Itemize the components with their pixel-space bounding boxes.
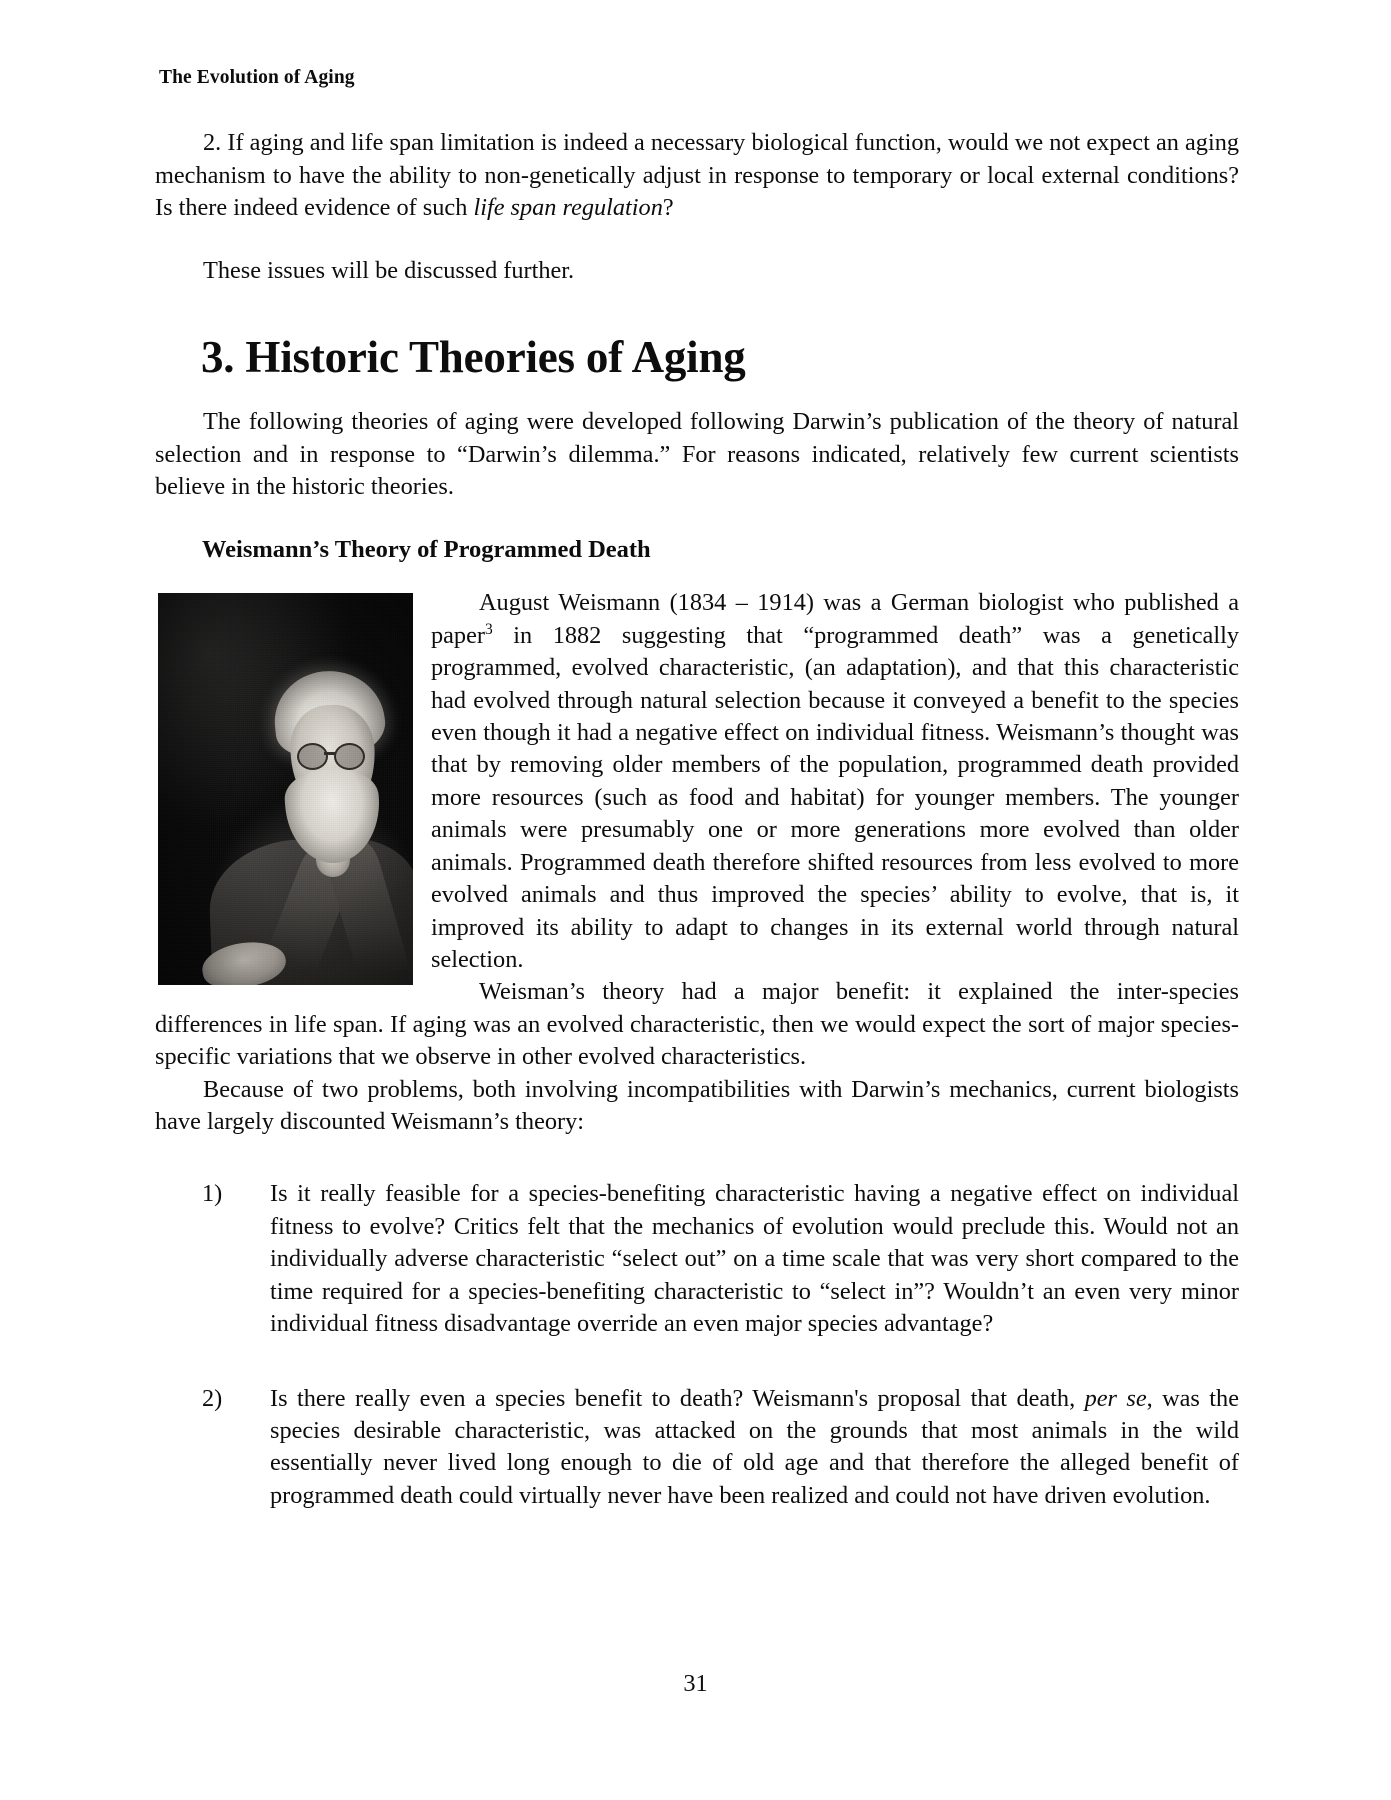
list-item-text: Is it really feasible for a species-benefiting characteristic having a negative effect on individual fitness to evolve? Critics felt that the mechanics of evolution would preclude this. Would not an individually adverse characteristic “select out” on a time scale that was very short compared to the time required for a species-benefiting characteristic to “select in”? Wouldn’t an even very minor individual fitness disadvantage override an even major species advantage? [270,1180,1239,1338]
list-item [155,1383,1239,1513]
list-item-text-after-italic: , was the species desirable characteristic, was attacked on the grounds that most animals in the wild essentially never lived long enough to die of old age and that therefore the alleged benefit of programmed death could virtually never have been realized and could not have driven evolution. [270,1384,1239,1509]
weismann-portrait-photo [158,593,413,985]
objections-list [155,1178,1239,1512]
paragraph-closing-line: These issues will be discussed further. [203,256,575,284]
per-se-italic: per se [1084,1384,1147,1412]
chapter-heading: 3. Historic Theories of Aging [201,332,746,383]
spacer [155,1138,1239,1178]
spacer [155,225,1239,255]
running-head: The Evolution of Aging [159,67,355,88]
list-item-text-before-italic: Is there really even a species benefit to death? Weismann's proposal that death, [270,1384,1085,1412]
spacer [155,503,1239,534]
chapter-intro-paragraph: The following theories of aging were developed following Darwin’s publication of the theory of natural selection and in response to “Darwin’s dilemma.” For reasons indicated, relatively few current scientists believe in the historic theories. [155,408,1239,501]
section-heading-weismann: Weismann’s Theory of Programmed Death [202,536,651,564]
paragraph-theory-benefit: Weisman’s theory had a major benefit: it explained the inter-species differences in life span. If aging was an evolved characteristic, then we would expect the sort of major species-specific variations that we observe in other evolved characteristics. [155,978,1239,1071]
paragraph-item-2-end: ? [662,194,674,222]
page-number: 31 [683,1670,708,1697]
life-span-regulation-italic: life span regulation [473,194,663,222]
biography-text-after-footnote: in 1882 suggesting that “programmed death” was a genetically programmed, evolved characteristic, (an adaptation), and that this characteristic had evolved through natural selection because it conveyed a benefit to the species even though it had a negative effect on individual fitness. Weismann’s thought was that by removing older members of the population, programmed death provided more resources (such as food and habitat) for younger members. The younger animals were presumably one or more generations more evolved than older animals. Programmed death therefore shifted resources from less evolved to more evolved animals and thus improved the species’ ability to evolve, that is, it improved its ability to adapt to changes in its external world through natural selection. [431,621,1239,973]
portrait-film-grain [158,593,413,985]
spacer [155,384,1239,406]
paragraph-item-2-text: 2. If aging and life span limitation is indeed a necessary biological function, would we not expect an aging mechanism to have the ability to non-genetically adjust in response to temporary or local external conditions? Is there indeed evidence of such [155,129,1239,222]
list-item-marker: 2) [202,1384,223,1412]
paragraph-two-problems: Because of two problems, both involving incompatibilities with Darwin’s mechanics, current biologists have largely discounted Weismann’s theory: [155,1075,1239,1136]
list-item-marker: 1) [202,1180,223,1208]
spacer [155,566,1239,587]
biography-text-before-footnote: August Weismann (1834 – 1914) was a German biologist who published a paper [431,589,1239,649]
footnote-marker-3: 3 [484,620,493,638]
spacer [155,287,1239,331]
paragraph-item-2 [155,127,1239,224]
list-item [155,1178,1239,1340]
